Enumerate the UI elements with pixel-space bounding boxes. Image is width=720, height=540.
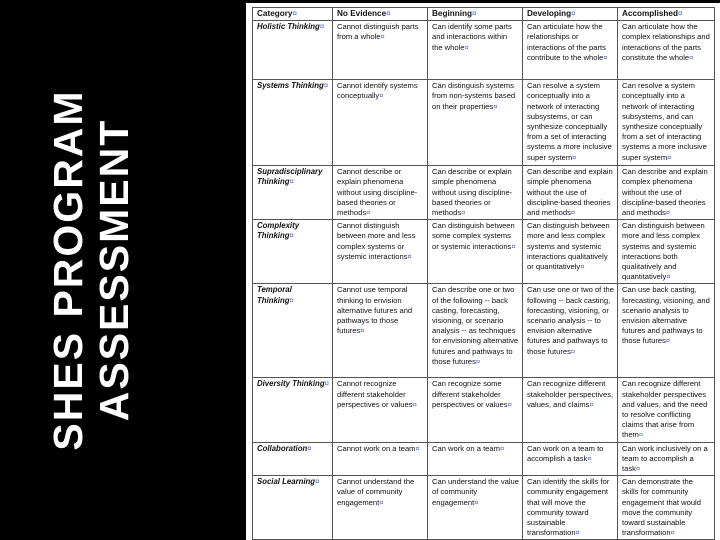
category-cell: Social Learning¤ [253, 476, 333, 540]
category-cell: Complexity Thinking¤ [253, 220, 333, 284]
accomplished-cell: Can distinguish between more and less complex systems and systemic interactions both qualitatively and quantitatively¤ [618, 220, 715, 284]
accomplished-cell: Can recognize different stakeholder perspectives and values, and the need to resolve conflicting claims that arise from them¤ [618, 378, 715, 442]
category-cell: Collaboration¤ [253, 442, 333, 476]
beginning-cell: Can work on a team¤ [428, 442, 523, 476]
no-evidence-cell: Cannot understand the value of community engagement¤ [333, 476, 428, 540]
beginning-cell: Can distinguish systems from non-systems based on their properties¤ [428, 80, 523, 166]
category-cell: Supradisciplinary Thinking¤ [253, 166, 333, 220]
no-evidence-cell: Cannot distinguish parts from a whole¤ [333, 21, 428, 80]
developing-cell: Can work on a team to accomplish a task¤ [523, 442, 618, 476]
accomplished-cell: Can articulate how the complex relationships and interactions of the parts constitute the whole¤ [618, 21, 715, 80]
accomplished-cell: Can use back casting, forecasting, visioning, and scenario analysis to envision alternative futures and pathways to those futures¤ [618, 284, 715, 378]
no-evidence-cell: Cannot identify systems conceptually¤ [333, 80, 428, 166]
accomplished-cell: Can work inclusively on a team to accomplish a task¤ [618, 442, 715, 476]
developing-cell: Can articulate how the relationships or interactions of the parts contribute to the whole¤ [523, 21, 618, 80]
category-cell: Diversity Thinking¤ [253, 378, 333, 442]
header-accomplished: Accomplished¤ [618, 8, 715, 21]
rubric-row-social-learning [253, 476, 715, 540]
developing-cell: Can resolve a system conceptually into a network of interacting subsystems, or can synthesize conceptually from a set of interacting systems a more inclusive super system¤ [523, 80, 618, 166]
developing-cell: Can describe and explain simple phenomena without the use of discipline-based theories and methods¤ [523, 166, 618, 220]
rubric-header-row [253, 8, 715, 21]
slide-title-line-2: ASSESSMENT [91, 118, 137, 422]
no-evidence-cell: Cannot distinguish between more and less complex systems or systemic interactions¤ [333, 220, 428, 284]
assessment-rubric-table [252, 7, 715, 540]
beginning-cell: Can recognize some different stakeholder perspectives or values¤ [428, 378, 523, 442]
developing-cell: Can use one or two of the following -- back casting, forecasting, visioning, or scenario analysis -- to envision alternative futures and pathways to those futures¤ [523, 284, 618, 378]
slide-title-panel [0, 0, 245, 540]
accomplished-cell: Can demonstrate the skills for community engagement that would move the community toward sustainable transformation¤ [618, 476, 715, 540]
rubric-document [246, 3, 720, 540]
no-evidence-cell: Cannot describe or explain phenomena without using discipline-based theories or methods¤ [333, 166, 428, 220]
category-cell: Holistic Thinking¤ [253, 21, 333, 80]
no-evidence-cell: Cannot work on a team¤ [333, 442, 428, 476]
developing-cell: Can distinguish between more and less complex systems and systemic interactions qualitatively or quantitatively¤ [523, 220, 618, 284]
slide-title-line-1: SHES PROGRAM [45, 89, 91, 451]
rubric-row-supradisciplinary-thinking [253, 166, 715, 220]
no-evidence-cell: Cannot use temporal thinking to envision alternative futures and pathways to those futures¤ [333, 284, 428, 378]
beginning-cell: Can describe or explain simple phenomena without using discipline-based theories or methods¤ [428, 166, 523, 220]
rubric-row-complexity-thinking [253, 220, 715, 284]
header-beginning: Beginning¤ [428, 8, 523, 21]
rubric-row-holistic-thinking [253, 21, 715, 80]
beginning-cell: Can identify some parts and interactions within the whole¤ [428, 21, 523, 80]
accomplished-cell: Can describe and explain complex phenomena without the use of discipline-based theories and methods¤ [618, 166, 715, 220]
header-developing: Developing¤ [523, 8, 618, 21]
category-cell: Temporal Thinking¤ [253, 284, 333, 378]
developing-cell: Can identify the skills for community engagement that will move the community toward sustainable transformation¤ [523, 476, 618, 540]
category-cell: Systems Thinking¤ [253, 80, 333, 166]
header-category: Category¤ [253, 8, 333, 21]
no-evidence-cell: Cannot recognize different stakeholder perspectives or values¤ [333, 378, 428, 442]
accomplished-cell: Can resolve a system conceptually into a network of interacting subsystems, and can synthesize conceptually from a set of interacting systems a more inclusive super system¤ [618, 80, 715, 166]
rubric-row-temporal-thinking [253, 284, 715, 378]
header-no-evidence: No Evidence¤ [333, 8, 428, 21]
developing-cell: Can recognize different stakeholder perspectives, values, and claims¤ [523, 378, 618, 442]
beginning-cell: Can understand the value of community engagement¤ [428, 476, 523, 540]
rubric-row-collaboration [253, 442, 715, 476]
beginning-cell: Can distinguish between some complex systems or systemic interactions¤ [428, 220, 523, 284]
slide-title [45, 89, 137, 450]
rubric-row-diversity-thinking [253, 378, 715, 442]
beginning-cell: Can describe one or two of the following -- back casting, forecasting, visioning, or scenario analysis -- as techniques for envisioning alternative futures and pathways to those futures¤ [428, 284, 523, 378]
rubric-row-systems-thinking [253, 80, 715, 166]
